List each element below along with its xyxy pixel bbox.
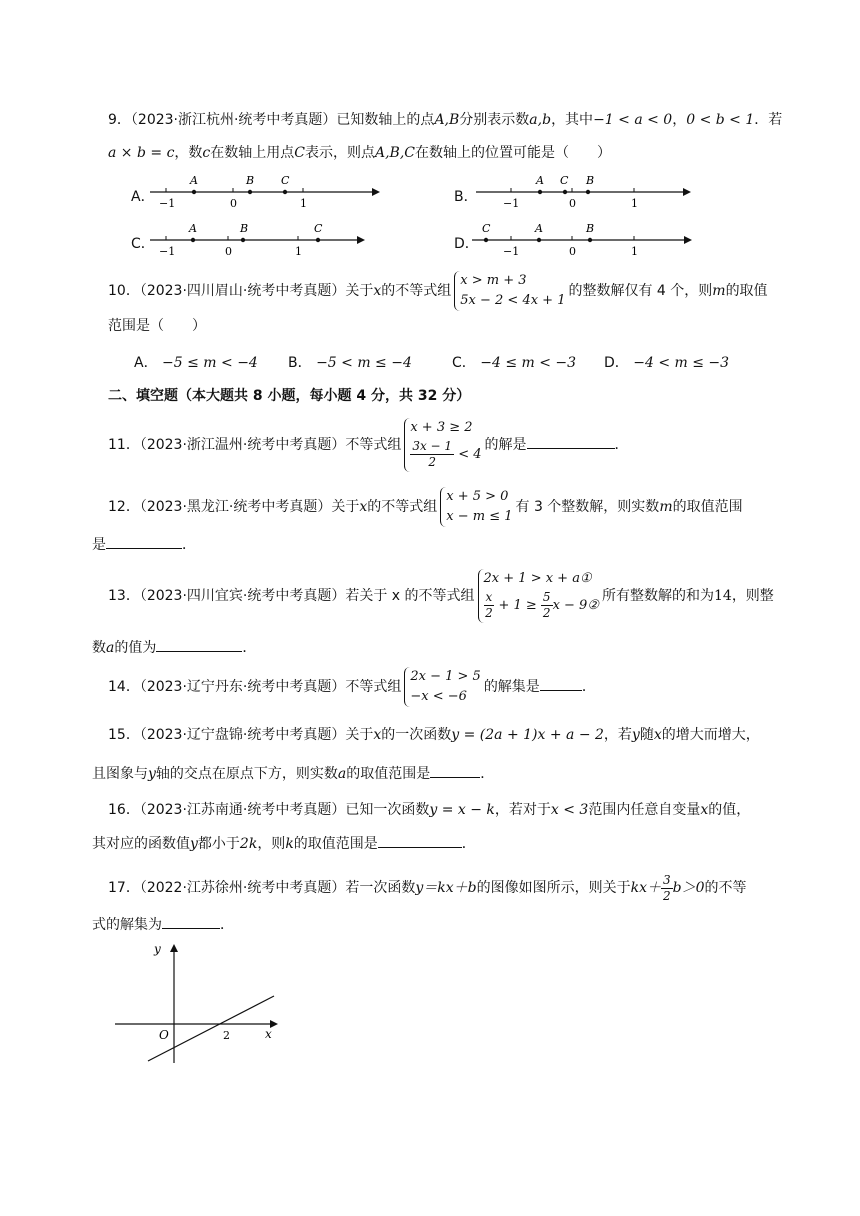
- q10-option-d[interactable]: [604, 352, 729, 372]
- q14-stem: 14．（2023·辽宁丹东·统考中考真题）不等式组: [108, 679, 402, 695]
- q9-text: 表示，则点: [304, 145, 375, 161]
- q13-text: 数: [92, 640, 106, 656]
- q9-cond-a: −1 < a < 0: [593, 112, 673, 128]
- q9b-tick-1: 1: [631, 197, 638, 210]
- q13-numerator-1: x: [485, 590, 493, 604]
- q16-2k: 2k: [239, 836, 258, 852]
- q13-inequality-system: [478, 569, 599, 623]
- q9-text: ，: [672, 112, 687, 128]
- q9c-tick-0: 0: [225, 245, 232, 258]
- q13-fraction-2: [541, 590, 553, 621]
- q15-var-a: a: [337, 766, 347, 782]
- q9b-label-a: A: [536, 174, 544, 187]
- q12-answer-blank[interactable]: [106, 548, 182, 549]
- q16-condition: x < 3: [550, 802, 589, 818]
- q17-linear-function-graph: [110, 938, 290, 1068]
- q9a-tick-neg1: −1: [159, 197, 176, 210]
- q16-var-x: x: [700, 802, 709, 818]
- q9-text: 在数轴上用点: [210, 145, 295, 161]
- q9-cond-b: 0 < b < 1: [686, 112, 755, 128]
- q15-stem: 15．（2023·辽宁盘锦·统考中考真题）关于: [108, 727, 374, 743]
- q12-var-x: x: [359, 499, 368, 515]
- q17-numerator: 3: [662, 872, 671, 887]
- q12-text: 有 3 个整数解，则实数: [515, 499, 660, 515]
- q17-fraction: [661, 873, 673, 904]
- q12-ineq-1: x + 5 > 0: [446, 489, 509, 504]
- q11-text: 的解是: [484, 437, 527, 453]
- q17-text: 的图像如图所示，则关于: [476, 880, 631, 896]
- q12-text: 是: [92, 537, 106, 553]
- q14-end: ．: [581, 679, 596, 695]
- q9-vars: a,b: [529, 112, 552, 128]
- q13-numerator-2: 5: [542, 590, 551, 604]
- q10-inequality-system: [454, 271, 565, 311]
- q10-option-c-label: C．: [452, 355, 476, 371]
- q10-var-x: x: [373, 283, 382, 299]
- q9-option-d-label[interactable]: D．: [454, 236, 479, 252]
- q9-var-c: c: [202, 145, 211, 161]
- q16-answer-blank[interactable]: [378, 847, 462, 848]
- q16-line1: [108, 800, 750, 820]
- q9d-tick-neg1: −1: [503, 245, 520, 258]
- q10-option-d-value: −4 < m ≤ −3: [633, 355, 730, 371]
- q9-text: 分别表示数: [459, 112, 530, 128]
- q16-function: y = x − k: [429, 802, 495, 818]
- q15-text: 的增大而增大，: [661, 727, 760, 743]
- q10-option-c[interactable]: [452, 352, 576, 372]
- q15-text: 随: [639, 727, 654, 743]
- q17-answer-blank[interactable]: [162, 928, 220, 929]
- q9-line1: [108, 110, 782, 130]
- q12-inequality-system: [440, 487, 512, 527]
- q16-text: 都小于: [197, 836, 240, 852]
- q9a-tick-1: 1: [300, 197, 307, 210]
- q9c-label-c: C: [314, 222, 323, 235]
- q13-end: ．: [242, 640, 257, 656]
- q9-stem: 9．（2023·浙江杭州·统考中考真题）已知数轴上的点: [108, 112, 435, 128]
- q13-line1: [108, 566, 774, 626]
- q10-ineq-1: x > m + 3: [460, 273, 527, 288]
- q16-text: 的值，: [708, 802, 751, 818]
- q17-ineq-part1: kx＋: [630, 880, 661, 896]
- q10-option-a-value: −5 ≤ m < −4: [162, 355, 258, 371]
- q11-ineq-1: x + 3 ≥ 2: [410, 420, 473, 435]
- q9a-label-c: C: [281, 174, 290, 187]
- q11-line: [108, 414, 629, 476]
- q10-option-a[interactable]: [134, 352, 258, 372]
- q17-text: 式的解集为: [92, 917, 162, 933]
- q13-text: 所有整数解的和为: [601, 588, 714, 604]
- q11-fraction: [410, 439, 454, 470]
- q9c-tick-1: 1: [295, 245, 302, 258]
- q12-stem: 12．（2023·黑龙江·统考中考真题）关于: [108, 499, 360, 515]
- q10-text: 的取值: [725, 283, 768, 299]
- q13-sum: 14: [713, 588, 732, 604]
- q9-option-d-numberline: [472, 220, 692, 260]
- graph-label-origin: O: [159, 1028, 169, 1042]
- q11-end: ．: [614, 437, 629, 453]
- q9d-tick-1: 1: [631, 245, 638, 258]
- q12-end: ．: [182, 537, 196, 553]
- q15-function: y = (2a + 1)x + a − 2: [451, 727, 604, 743]
- q16-line2: [92, 834, 476, 854]
- q9a-tick-0: 0: [230, 197, 237, 210]
- q14-answer-blank[interactable]: [540, 690, 582, 691]
- q9-points-abc: A,B,C: [374, 145, 415, 161]
- q10-option-b-label: B．: [288, 355, 312, 371]
- q17-denominator: 2: [662, 888, 671, 903]
- q13-stem: 13．（2023·四川宜宾·统考中考真题）若关于 x 的不等式组: [108, 588, 475, 604]
- q14-text: 的解集是: [483, 679, 540, 695]
- q12-line2: [92, 535, 196, 555]
- q17-stem: 17．（2022·江苏徐州·统考中考真题）若一次函数: [108, 880, 416, 896]
- q13-relation: + 1 ≥: [498, 598, 537, 613]
- q11-denominator: 2: [428, 455, 437, 469]
- q9-point-c: C: [294, 145, 305, 161]
- q10-option-b-value: −5 < m ≤ −4: [316, 355, 412, 371]
- q11-answer-blank[interactable]: [527, 448, 615, 449]
- q15-var-y2: y: [148, 766, 156, 782]
- q12-var-m: m: [659, 499, 673, 515]
- q9d-label-b: B: [586, 222, 595, 235]
- q10-var-m: m: [712, 283, 726, 299]
- q9-option-a-label[interactable]: A．: [131, 189, 155, 205]
- q10-text: 的不等式组: [381, 283, 452, 299]
- q10-option-d-label: D．: [604, 355, 629, 371]
- graph-label-x: x: [265, 1027, 272, 1041]
- q9-points: A,B: [434, 112, 460, 128]
- q9-option-c-numberline: [150, 220, 365, 260]
- q17-text: 的不等: [704, 880, 747, 896]
- q9-text: ，数: [174, 145, 203, 161]
- q13-fraction-1: [484, 590, 495, 621]
- q13-line2: [92, 638, 256, 658]
- q9a-label-b: B: [246, 174, 255, 187]
- q17-line2: [92, 915, 234, 935]
- q13-text: ，则整: [731, 588, 774, 604]
- q16-var-y: y: [190, 836, 198, 852]
- q16-end: ．: [461, 836, 476, 852]
- q15-var-y: y: [631, 727, 640, 743]
- q9-option-a-numberline: [150, 172, 380, 212]
- q16-stem: 16．（2023·江苏南通·统考中考真题）已知一次函数: [108, 802, 430, 818]
- y-axis-arrow-icon: [170, 944, 178, 952]
- q14-inequality-system: [404, 667, 480, 707]
- q9d-label-c: C: [482, 222, 491, 235]
- q9-option-b-numberline: [476, 172, 691, 212]
- q9-text: ．若: [754, 112, 783, 128]
- q9-text: 在数轴上的位置可能是（ ）: [415, 145, 611, 161]
- q14-line: [108, 664, 596, 710]
- q9b-tick-neg1: −1: [503, 197, 520, 210]
- q16-text: ，若对于: [494, 802, 551, 818]
- q15-line1: [108, 725, 760, 745]
- q11-stem: 11．（2023·浙江温州·统考中考真题）不等式组: [108, 437, 402, 453]
- q10-ineq-2: 5x − 2 < 4x + 1: [460, 293, 566, 308]
- q13-answer-blank[interactable]: [156, 651, 242, 652]
- q13-text: 的值为: [114, 640, 157, 656]
- q15-var-x: x: [373, 727, 382, 743]
- q9c-tick-neg1: −1: [159, 245, 176, 258]
- q17-end: ．: [220, 917, 234, 933]
- q13-ineq-1: 2x + 1 > x + a①: [483, 571, 592, 586]
- q10-stem: 10．（2023·四川眉山·统考中考真题）关于: [108, 283, 374, 299]
- graph-label-intercept-2: 2: [223, 1029, 230, 1042]
- q9b-tick-0: 0: [569, 197, 576, 210]
- q10-line2: 范围是（ ）: [108, 318, 206, 334]
- q16-text: 范围内任意自变量: [588, 802, 701, 818]
- q13-var-a: a: [106, 640, 115, 656]
- q16-text: 的取值范围是: [293, 836, 378, 852]
- graph-label-y: y: [154, 942, 161, 956]
- section-title-fill-in: 二、填空题（本大题共 8 小题，每小题 4 分，共 32 分）: [108, 388, 471, 404]
- q12-text: 的取值范围: [672, 499, 743, 515]
- q16-var-k: k: [285, 836, 294, 852]
- q13-ineq-2-tail: x − 9②: [552, 598, 599, 613]
- q11-numerator: 3x − 1: [412, 439, 453, 453]
- q9-option-b-label[interactable]: B．: [454, 189, 478, 205]
- q17-line1: [108, 868, 747, 908]
- q13-denominator-2: 2: [542, 606, 551, 620]
- q14-ineq-1: 2x − 1 > 5: [410, 669, 481, 684]
- q12-line1: [108, 484, 743, 530]
- q10-option-a-label: A．: [134, 355, 158, 371]
- q14-ineq-2: −x < −6: [410, 689, 467, 704]
- q15-text: 的一次函数: [381, 727, 452, 743]
- q17-function: y＝kx＋b: [415, 880, 477, 896]
- q15-answer-blank[interactable]: [430, 777, 480, 778]
- q9b-label-c: C: [560, 174, 569, 187]
- q11-inequality-system: [404, 418, 481, 472]
- q10-line1: [108, 268, 768, 314]
- q9-option-c-label[interactable]: C．: [131, 236, 155, 252]
- q15-var-x2: x: [653, 727, 662, 743]
- q17-ineq-part2: b＞0: [672, 880, 705, 896]
- q15-end: ．: [480, 766, 495, 782]
- q10-option-b[interactable]: [288, 352, 412, 372]
- q11-relation: < 4: [458, 447, 482, 462]
- q10-option-c-value: −4 ≤ m < −3: [480, 355, 577, 371]
- q9a-label-a: A: [190, 174, 198, 187]
- q16-text: 其对应的函数值: [92, 836, 190, 852]
- q9-text: ，其中: [551, 112, 594, 128]
- q15-text: 且图象与: [92, 766, 148, 782]
- q13-denominator-1: 2: [485, 606, 493, 620]
- q9c-label-b: B: [240, 222, 249, 235]
- q16-text: ，则: [257, 836, 286, 852]
- q10-text: 的整数解仅有 4 个，则: [568, 283, 713, 299]
- q9-expr: a × b = c: [108, 145, 175, 161]
- q15-text: 轴的交点在原点下方，则实数: [155, 766, 338, 782]
- q15-text: 的取值范围是: [346, 766, 431, 782]
- q9-line2: [108, 143, 611, 163]
- q9d-tick-0: 0: [569, 245, 576, 258]
- q15-text: ，若: [603, 727, 632, 743]
- q12-ineq-2: x − m ≤ 1: [446, 509, 513, 524]
- q9c-label-a: A: [189, 222, 197, 235]
- q9b-label-b: B: [586, 174, 595, 187]
- q12-text: 的不等式组: [367, 499, 438, 515]
- q9d-label-a: A: [535, 222, 543, 235]
- q15-line2: [92, 764, 494, 784]
